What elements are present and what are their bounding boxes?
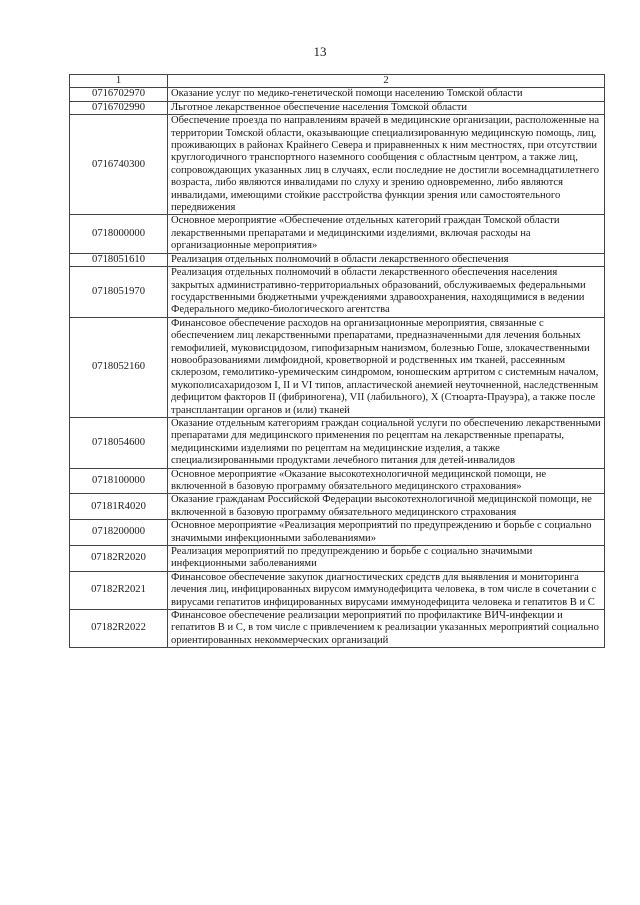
- table-row: [70, 546, 605, 572]
- row-code: 0718200000: [70, 520, 168, 546]
- row-name: Финансовое обеспечение расходов на организационные мероприятия, связанные с обеспечением лиц лекарственными препаратами, предназначенными для лечения больных гемофилией, муковисцидозом, гипофизарным нанизмом, болезнью Гоше, злокачественными новообразованиями лимфоидной, кроветворной и родственных им тканей, рассеянным склерозом, гемолитико-уремическим синдромом, юношеским артритом с системным началом, мукополисахаридозом I, II и VI типов, апластической анемией неуточненной, наследственным дефицитом факторов II (фибриногена), VII (лабильного), X (Стюарта-Прауэра), а также после трансплантации органов и (или) тканей: [168, 317, 605, 417]
- row-name: Финансовое обеспечение закупок диагностических средств для выявления и мониторинга лечения лиц, инфицированных вирусом иммунодефицита человека, в том числе в сочетании с вирусами гепатитов инфицированных вирусами иммунодефицита человека и гепатитов В и С: [168, 571, 605, 609]
- row-code: 07181R4020: [70, 494, 168, 520]
- table-row: [70, 317, 605, 417]
- row-name: Основное мероприятие «Реализация мероприятий по предупреждению и борьбе с социально значимыми инфекционными заболеваниями»: [168, 520, 605, 546]
- row-code: 0718051610: [70, 253, 168, 266]
- row-name: Оказание услуг по медико-генетической помощи населению Томской области: [168, 88, 605, 101]
- row-code: 0718000000: [70, 215, 168, 253]
- row-code: 07182R2022: [70, 610, 168, 648]
- table-header-row: [70, 75, 605, 88]
- table-row: [70, 571, 605, 609]
- table-row: [70, 253, 605, 266]
- table-row: [70, 417, 605, 468]
- row-code: 0718054600: [70, 417, 168, 468]
- row-name: Оказание гражданам Российской Федерации высокотехнологичной медицинской помощи, не включенной в базовую программу обязательного медицинского страхования: [168, 494, 605, 520]
- table-row: [70, 88, 605, 101]
- table-row: [70, 494, 605, 520]
- column-header-name: 2: [168, 75, 605, 88]
- row-code: 0716702990: [70, 101, 168, 114]
- column-header-code: 1: [70, 75, 168, 88]
- table-row: [70, 115, 605, 215]
- table-row: [70, 610, 605, 648]
- row-name: Обеспечение проезда по направлениям врачей в медицинские организации, расположенные на территории Томской области, оказывающие специализированную медицинскую помощь, лиц, проживающих в районах Крайнего Севера и приравненных к ним местностях, при отсутствии круглогодичного транспортного наземного сообщения с областным центром, а также лиц, сопровождающих указанных лиц в случаях, если последние не достигли восемнадцатилетнего возраста, либо являются инвалидами по слуху и зрению одновременно, либо являются инвалидами, имеющими стойкие расстройства функции зрения или самостоятельного передвижения: [168, 115, 605, 215]
- row-name: Реализация отдельных полномочий в области лекарственного обеспечения: [168, 253, 605, 266]
- row-code: 0718051970: [70, 267, 168, 318]
- budget-classification-table: [69, 74, 605, 648]
- row-name: Основное мероприятие «Обеспечение отдельных категорий граждан Томской области лекарственными препаратами и медицинскими изделиями, включая расходы на организационные мероприятия»: [168, 215, 605, 253]
- row-name: Льготное лекарственное обеспечение населения Томской области: [168, 101, 605, 114]
- table-row: [70, 215, 605, 253]
- row-code: 0716740300: [70, 115, 168, 215]
- row-code: 0718052160: [70, 317, 168, 417]
- row-name: Основное мероприятие «Оказание высокотехнологичной медицинской помощи, не включенной в базовую программу обязательного медицинского страхования»: [168, 468, 605, 494]
- table-row: [70, 468, 605, 494]
- row-name: Реализация мероприятий по предупреждению и борьбе с социально значимыми инфекционными заболеваниями: [168, 546, 605, 572]
- table-row: [70, 101, 605, 114]
- page-number: 13: [313, 44, 327, 59]
- table-row: [70, 267, 605, 318]
- table-row: [70, 520, 605, 546]
- row-code: 07182R2020: [70, 546, 168, 572]
- row-code: 0718100000: [70, 468, 168, 494]
- row-code: 0716702970: [70, 88, 168, 101]
- row-name: Финансовое обеспечение реализации мероприятий по профилактике ВИЧ-инфекции и гепатитов В и С, в том числе с привлечением к реализации указанных мероприятий социально ориентированных некоммерческих организаций: [168, 610, 605, 648]
- row-name: Реализация отдельных полномочий в области лекарственного обеспечения населения закрытых административно-территориальных образований, обслуживаемых федеральными государственными бюджетными учреждениями здравоохранения, находящимися в ведении Федерального медико-биологического агентства: [168, 267, 605, 318]
- row-code: 07182R2021: [70, 571, 168, 609]
- row-name: Оказание отдельным категориям граждан социальной услуги по обеспечению лекарственными препаратами для медицинского применения по рецептам на лекарственные препараты, медицинскими изделиями по рецептам на медицинские изделия, а также специализированными продуктами лечебного питания для детей-инвалидов: [168, 417, 605, 468]
